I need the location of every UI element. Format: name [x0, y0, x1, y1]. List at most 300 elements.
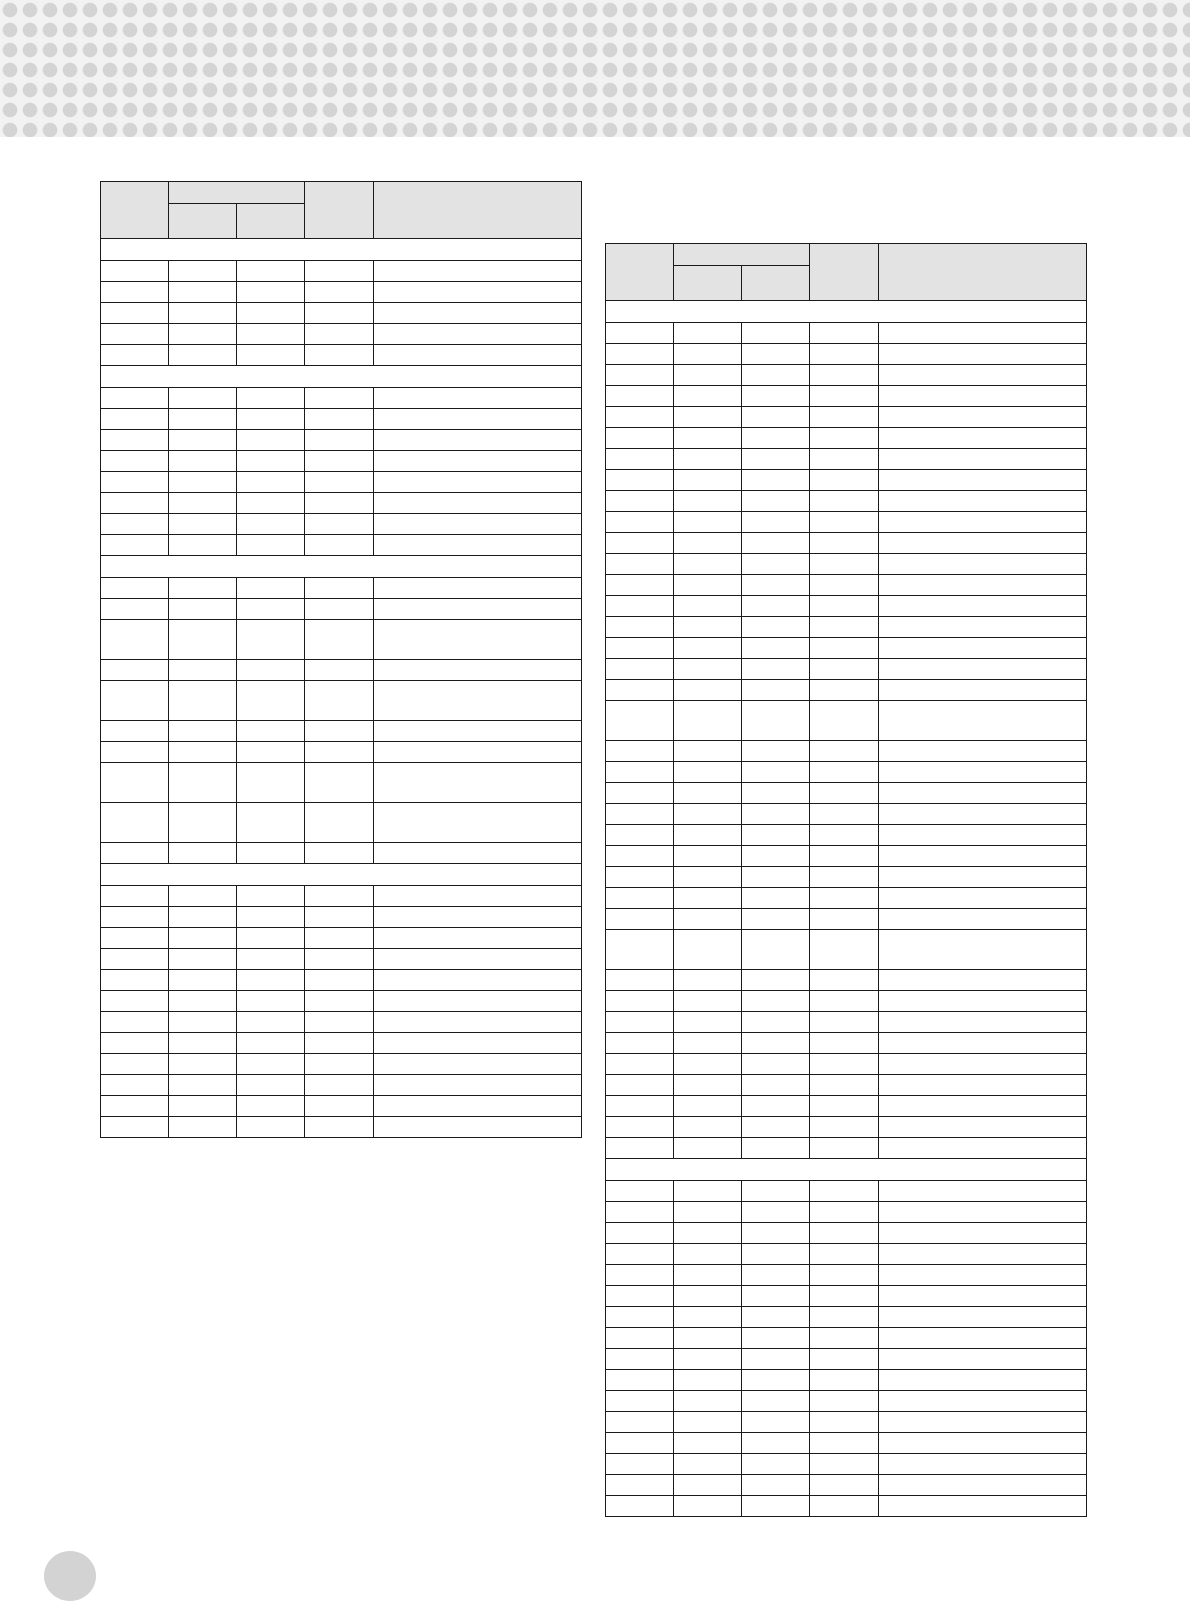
table-cell	[169, 991, 237, 1012]
table-cell	[674, 533, 742, 554]
table-cell	[674, 491, 742, 512]
table-row	[101, 282, 582, 303]
table-cell	[169, 514, 237, 535]
table-cell	[742, 1096, 810, 1117]
table-cell	[878, 804, 1086, 825]
table-cell	[101, 970, 169, 991]
table-cell	[169, 472, 237, 493]
table-cell	[237, 345, 305, 366]
table-cell	[373, 1054, 581, 1075]
table-cell	[606, 970, 674, 991]
table-cell	[674, 659, 742, 680]
table-cell	[169, 493, 237, 514]
table-cell	[305, 1096, 373, 1117]
header-cell-col4	[810, 244, 878, 301]
table-cell	[169, 324, 237, 345]
table-cell	[810, 659, 878, 680]
table-row	[606, 970, 1087, 991]
table-row	[606, 1138, 1087, 1159]
table-cell	[742, 470, 810, 491]
table-row	[606, 449, 1087, 470]
table-cell	[373, 991, 581, 1012]
table-cell	[674, 1328, 742, 1349]
table-cell	[810, 970, 878, 991]
table-cell	[878, 365, 1086, 386]
table-cell	[878, 909, 1086, 930]
table-row	[101, 970, 582, 991]
table-cell	[810, 846, 878, 867]
table-row	[606, 512, 1087, 533]
table-cell	[742, 344, 810, 365]
table-cell	[742, 1117, 810, 1138]
table-cell	[810, 428, 878, 449]
table-cell	[674, 1012, 742, 1033]
table-cell	[674, 638, 742, 659]
table-cell	[169, 535, 237, 556]
table-cell	[742, 680, 810, 701]
table-row	[606, 762, 1087, 783]
section-cell	[101, 239, 582, 261]
table-cell	[810, 1349, 878, 1370]
table-cell	[305, 409, 373, 430]
table-cell	[810, 1475, 878, 1496]
table-cell	[742, 659, 810, 680]
table-cell	[101, 1096, 169, 1117]
table-cell	[305, 1033, 373, 1054]
table-cell	[237, 1012, 305, 1033]
table-cell	[373, 578, 581, 599]
table-cell	[169, 409, 237, 430]
table-cell	[305, 763, 373, 803]
table-cell	[305, 620, 373, 660]
left-spec-table	[100, 181, 582, 1138]
table-cell	[742, 617, 810, 638]
table-cell	[606, 888, 674, 909]
table-cell	[606, 1181, 674, 1202]
table-cell	[606, 1075, 674, 1096]
table-cell	[742, 596, 810, 617]
table-cell	[878, 617, 1086, 638]
table-cell	[237, 907, 305, 928]
table-cell	[742, 575, 810, 596]
table-cell	[878, 1286, 1086, 1307]
table-cell	[878, 1138, 1086, 1159]
table-cell	[674, 554, 742, 575]
table-cell	[878, 323, 1086, 344]
table-cell	[169, 886, 237, 907]
table-cell	[237, 1075, 305, 1096]
header-cell-col4	[305, 182, 373, 239]
table-cell	[606, 344, 674, 365]
table-header-row	[606, 244, 1087, 266]
table-cell	[742, 1370, 810, 1391]
table-cell	[674, 1075, 742, 1096]
table-row	[606, 365, 1087, 386]
table-cell	[742, 554, 810, 575]
table-cell	[169, 763, 237, 803]
table-cell	[742, 888, 810, 909]
table-cell	[810, 1412, 878, 1433]
table-cell	[878, 344, 1086, 365]
table-cell	[101, 451, 169, 472]
table-cell	[237, 282, 305, 303]
table-cell	[878, 1096, 1086, 1117]
table-cell	[305, 1117, 373, 1138]
table-cell	[606, 491, 674, 512]
table-row	[606, 659, 1087, 680]
table-row	[606, 323, 1087, 344]
header-cell-sub-a	[674, 266, 742, 301]
table-cell	[810, 825, 878, 846]
table-cell	[169, 578, 237, 599]
table-cell	[237, 409, 305, 430]
table-cell	[101, 345, 169, 366]
table-cell	[878, 449, 1086, 470]
table-cell	[373, 303, 581, 324]
table-cell	[674, 825, 742, 846]
table-cell	[878, 533, 1086, 554]
table-row	[606, 1033, 1087, 1054]
table-cell	[878, 991, 1086, 1012]
table-cell	[305, 282, 373, 303]
table-row	[101, 493, 582, 514]
table-row	[606, 617, 1087, 638]
table-row	[606, 1244, 1087, 1265]
table-cell	[674, 867, 742, 888]
section-cell	[606, 1159, 1087, 1181]
table-cell	[810, 512, 878, 533]
table-cell	[674, 680, 742, 701]
table-cell	[305, 535, 373, 556]
table-cell	[305, 907, 373, 928]
table-cell	[878, 762, 1086, 783]
table-cell	[810, 888, 878, 909]
table-cell	[742, 1328, 810, 1349]
table-cell	[742, 491, 810, 512]
table-row	[101, 928, 582, 949]
table-cell	[101, 886, 169, 907]
table-cell	[810, 1202, 878, 1223]
table-cell	[674, 1370, 742, 1391]
table-cell	[742, 1454, 810, 1475]
table-cell	[742, 1265, 810, 1286]
table-cell	[606, 1433, 674, 1454]
table-cell	[742, 1138, 810, 1159]
table-cell	[810, 386, 878, 407]
table-cell	[237, 599, 305, 620]
table-cell	[169, 599, 237, 620]
table-row	[606, 1496, 1087, 1517]
table-cell	[606, 638, 674, 659]
table-cell	[878, 867, 1086, 888]
table-cell	[373, 345, 581, 366]
header-cell-col5	[878, 244, 1086, 301]
table-cell	[101, 928, 169, 949]
table-row	[606, 1202, 1087, 1223]
table-cell	[305, 721, 373, 742]
table-row	[606, 825, 1087, 846]
table-cell	[101, 742, 169, 763]
table-cell	[878, 1307, 1086, 1328]
table-cell	[305, 345, 373, 366]
table-cell	[810, 491, 878, 512]
table-cell	[606, 1117, 674, 1138]
table-row	[606, 533, 1087, 554]
table-cell	[606, 1475, 674, 1496]
table-cell	[101, 514, 169, 535]
table-row	[101, 1117, 582, 1138]
table-row	[606, 428, 1087, 449]
table-cell	[373, 721, 581, 742]
table-cell	[810, 741, 878, 762]
table-cell	[742, 1496, 810, 1517]
table-cell	[810, 909, 878, 930]
table-cell	[674, 1181, 742, 1202]
table-cell	[169, 907, 237, 928]
table-cell	[674, 1433, 742, 1454]
table-cell	[878, 1012, 1086, 1033]
section-cell	[101, 366, 582, 388]
table-cell	[101, 430, 169, 451]
section-row	[101, 864, 582, 886]
table-cell	[742, 449, 810, 470]
table-cell	[674, 512, 742, 533]
table-cell	[878, 701, 1086, 741]
table-cell	[810, 1286, 878, 1307]
table-cell	[606, 1012, 674, 1033]
table-row	[606, 930, 1087, 970]
table-row	[101, 620, 582, 660]
table-cell	[305, 303, 373, 324]
table-cell	[606, 1307, 674, 1328]
table-cell	[606, 554, 674, 575]
table-row	[606, 638, 1087, 659]
table-cell	[237, 660, 305, 681]
table-cell	[742, 1075, 810, 1096]
table-cell	[878, 428, 1086, 449]
table-cell	[878, 783, 1086, 804]
table-cell	[878, 1265, 1086, 1286]
table-cell	[606, 386, 674, 407]
table-cell	[237, 721, 305, 742]
table-cell	[742, 428, 810, 449]
table-cell	[606, 804, 674, 825]
table-cell	[878, 659, 1086, 680]
table-cell	[101, 763, 169, 803]
table-cell	[606, 930, 674, 970]
table-cell	[237, 928, 305, 949]
table-cell	[878, 575, 1086, 596]
table-cell	[606, 909, 674, 930]
table-cell	[101, 261, 169, 282]
table-row	[101, 886, 582, 907]
table-row	[101, 303, 582, 324]
table-cell	[742, 867, 810, 888]
table-cell	[674, 1307, 742, 1328]
table-row	[606, 1475, 1087, 1496]
table-cell	[878, 741, 1086, 762]
table-row	[101, 1012, 582, 1033]
table-cell	[810, 680, 878, 701]
table-cell	[101, 493, 169, 514]
table-cell	[373, 1096, 581, 1117]
table-row	[606, 1012, 1087, 1033]
table-cell	[373, 949, 581, 970]
table-cell	[101, 991, 169, 1012]
table-cell	[237, 620, 305, 660]
table-cell	[606, 1096, 674, 1117]
table-cell	[878, 846, 1086, 867]
table-cell	[606, 1202, 674, 1223]
table-cell	[373, 620, 581, 660]
table-cell	[237, 681, 305, 721]
table-cell	[237, 991, 305, 1012]
table-cell	[878, 1181, 1086, 1202]
table-row	[101, 1054, 582, 1075]
table-cell	[878, 1328, 1086, 1349]
table-cell	[373, 409, 581, 430]
table-row	[101, 451, 582, 472]
table-cell	[169, 949, 237, 970]
table-cell	[674, 596, 742, 617]
table-cell	[237, 303, 305, 324]
table-cell	[878, 825, 1086, 846]
table-cell	[101, 907, 169, 928]
table-cell	[169, 681, 237, 721]
table-cell	[674, 804, 742, 825]
table-cell	[169, 345, 237, 366]
table-row	[101, 388, 582, 409]
table-row	[606, 575, 1087, 596]
header-cell-group	[169, 182, 305, 204]
table-cell	[742, 386, 810, 407]
section-cell	[101, 556, 582, 578]
table-row	[606, 1096, 1087, 1117]
table-row	[101, 345, 582, 366]
table-row	[101, 681, 582, 721]
table-cell	[237, 970, 305, 991]
table-row	[606, 909, 1087, 930]
table-cell	[878, 1454, 1086, 1475]
table-cell	[373, 493, 581, 514]
table-cell	[674, 1265, 742, 1286]
table-cell	[305, 1075, 373, 1096]
table-cell	[878, 1433, 1086, 1454]
table-cell	[674, 470, 742, 491]
table-cell	[810, 1307, 878, 1328]
header-cell-col5	[373, 182, 581, 239]
header-cell-group	[674, 244, 810, 266]
table-cell	[810, 1117, 878, 1138]
table-cell	[742, 1181, 810, 1202]
table-row	[606, 491, 1087, 512]
table-cell	[237, 763, 305, 803]
table-cell	[606, 1496, 674, 1517]
table-cell	[237, 261, 305, 282]
table-cell	[169, 803, 237, 843]
table-cell	[674, 1096, 742, 1117]
table-cell	[237, 843, 305, 864]
table-row	[606, 1265, 1087, 1286]
table-row	[606, 680, 1087, 701]
table-row	[101, 721, 582, 742]
table-cell	[810, 783, 878, 804]
table-cell	[878, 407, 1086, 428]
table-cell	[606, 1412, 674, 1433]
table-row	[606, 804, 1087, 825]
table-cell	[101, 535, 169, 556]
table-cell	[305, 599, 373, 620]
table-cell	[237, 324, 305, 345]
table-cell	[305, 578, 373, 599]
table-row	[606, 1286, 1087, 1307]
table-cell	[305, 261, 373, 282]
dotted-header-band	[0, 0, 1190, 137]
table-cell	[742, 407, 810, 428]
table-row	[606, 1054, 1087, 1075]
table-row	[606, 1307, 1087, 1328]
table-row	[606, 783, 1087, 804]
table-cell	[237, 493, 305, 514]
table-cell	[674, 1286, 742, 1307]
table-row	[606, 1370, 1087, 1391]
table-cell	[373, 282, 581, 303]
table-row	[101, 991, 582, 1012]
table-cell	[606, 1054, 674, 1075]
table-cell	[742, 1202, 810, 1223]
table-cell	[810, 701, 878, 741]
table-cell	[878, 1117, 1086, 1138]
table-cell	[742, 1412, 810, 1433]
table-cell	[606, 867, 674, 888]
table-cell	[742, 970, 810, 991]
table-cell	[169, 620, 237, 660]
table-cell	[305, 451, 373, 472]
table-row	[606, 596, 1087, 617]
table-cell	[101, 578, 169, 599]
table-cell	[305, 991, 373, 1012]
table-cell	[674, 1496, 742, 1517]
table-cell	[305, 803, 373, 843]
table-cell	[606, 825, 674, 846]
table-cell	[810, 1138, 878, 1159]
table-row	[101, 1075, 582, 1096]
table-row	[606, 1117, 1087, 1138]
table-row	[606, 888, 1087, 909]
table-cell	[810, 470, 878, 491]
table-cell	[674, 428, 742, 449]
table-cell	[742, 512, 810, 533]
table-row	[101, 409, 582, 430]
table-cell	[674, 1412, 742, 1433]
table-cell	[237, 514, 305, 535]
table-cell	[810, 1054, 878, 1075]
table-cell	[810, 1244, 878, 1265]
table-cell	[878, 1475, 1086, 1496]
section-row	[101, 366, 582, 388]
table-cell	[810, 344, 878, 365]
table-cell	[878, 1391, 1086, 1412]
table-cell	[305, 324, 373, 345]
table-cell	[101, 681, 169, 721]
table-cell	[878, 1349, 1086, 1370]
table-row	[606, 386, 1087, 407]
table-cell	[169, 1117, 237, 1138]
table-row	[101, 535, 582, 556]
table-cell	[101, 721, 169, 742]
table-row	[101, 430, 582, 451]
table-cell	[878, 1223, 1086, 1244]
